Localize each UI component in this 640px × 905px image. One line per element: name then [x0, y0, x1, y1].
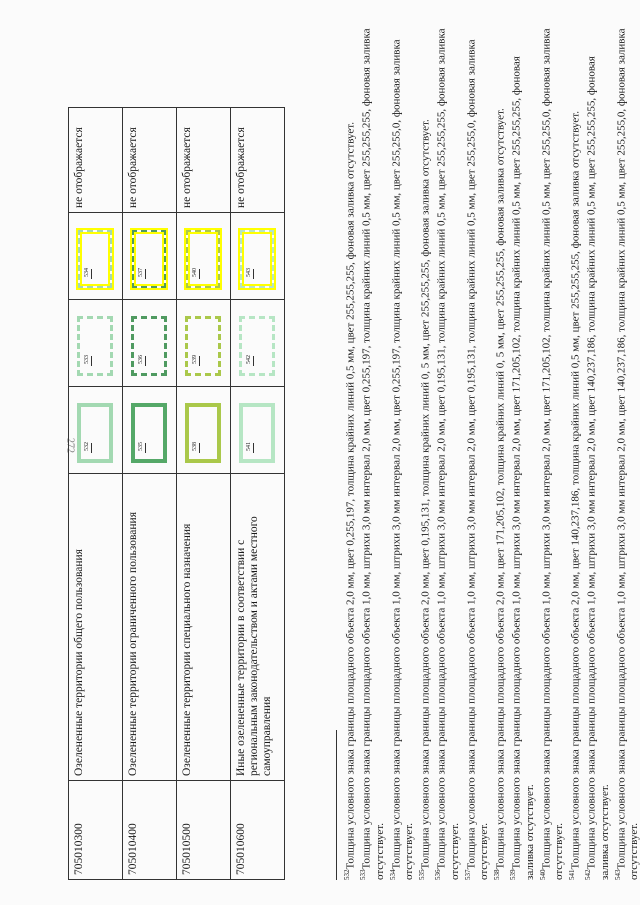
- footnote-text: Толщина условного знака границы площадного объекта 1,0 мм, штрихи 3,0 мм интервал 2,0 мм, цвет 171,205,102, толщина крайних линий 0,5 мм, цвет 255,255,255, фоновая заливка отсутствует.: [511, 56, 536, 880]
- footnote-text: Толщина условного знака границы площадного объекта 2,0 мм, цвет 0,255,197, толщина крайних линий 0,5 мм, цвет 255,255,255, фоновая заливка отсутствует.: [344, 121, 357, 870]
- footnote-ref: 532: [84, 442, 90, 451]
- symbol-dashed: [69, 300, 123, 387]
- symbol-combo: [123, 213, 177, 300]
- footnote-ref: 533: [84, 355, 90, 364]
- object-code: 705010400: [123, 781, 177, 880]
- footnote-number: 534: [388, 869, 397, 880]
- footnote: [491, 20, 507, 880]
- footnote-ref: 539: [192, 355, 198, 364]
- symbol-solid: [123, 387, 177, 474]
- footnotes: [336, 20, 640, 880]
- symbol-combo: [231, 213, 285, 300]
- combo-border-swatch: [77, 229, 113, 289]
- footnote: [566, 20, 582, 880]
- footnote-number: 540: [538, 869, 547, 880]
- combo-border-swatch: [185, 229, 221, 289]
- symbol-dashed: [231, 300, 285, 387]
- page-number: 272: [64, 438, 76, 453]
- dashed-border-swatch: [185, 316, 221, 376]
- footnote-text: Толщина условного знака границы площадного объекта 1,0 мм, штрихи 3,0 мм интервал 2,0 мм, цвет 140,237,186, толщина крайних линий 0,5 мм, цвет 255,255,0, фоновая заливка отсутствует.: [615, 28, 640, 880]
- footnote-text: Толщина условного знака границы площадного объекта 2,0 мм, цвет 0,195,131, толщина крайних линий 0, 5 мм, цвет 255,255,255, фоновая заливка отсутствует.: [419, 119, 432, 870]
- display-note: не отображается: [231, 108, 285, 213]
- dashed-border-swatch: [131, 316, 167, 376]
- footnote: [357, 20, 386, 880]
- combo-border-swatch: [131, 229, 167, 289]
- symbol-solid: [231, 387, 285, 474]
- footnote-ref: 536: [138, 355, 144, 364]
- symbol-combo: [69, 213, 123, 300]
- symbol-combo: [177, 213, 231, 300]
- combo-border-swatch: [239, 229, 275, 289]
- footnote: [537, 20, 566, 880]
- dashed-border-swatch: [77, 316, 113, 376]
- table-row: [69, 108, 123, 880]
- footnote-number: 539: [509, 869, 518, 880]
- footnote-text: Толщина условного знака границы площадного объекта 1,0 мм, штрихи 3,0 мм интервал 2,0 мм, цвет 0,255,197, толщина крайних линий 0,5 мм, цвет 255,255,0, фоновая заливка отсутствует.: [390, 39, 416, 880]
- table-row: [177, 108, 231, 880]
- footnote: [462, 20, 491, 880]
- solid-border-swatch: [239, 403, 275, 463]
- footnote-number: 541: [567, 869, 576, 880]
- symbol-dashed: [123, 300, 177, 387]
- footnote-text: Толщина условного знака границы площадного объекта 1,0 мм, штрихи 3,0 мм интервал 2,0 мм, цвет 0,195,131, толщина крайних линий 0,5 мм, цвет 255,255,255, фоновая заливка отсутствует.: [436, 28, 461, 880]
- footnote: [507, 20, 536, 880]
- footnote-ref: 535: [138, 442, 144, 451]
- object-code: 705010300: [69, 781, 123, 880]
- object-name: Озелененные территории специального назначения: [177, 474, 231, 781]
- solid-border-swatch: [77, 403, 113, 463]
- object-code: 705010500: [177, 781, 231, 880]
- rotated-page-content: [40, 20, 640, 880]
- footnote-ref: 537: [138, 268, 144, 277]
- footnote-number: 532: [343, 869, 351, 880]
- footnote-ref: 538: [192, 442, 198, 451]
- symbol-solid: [69, 387, 123, 474]
- object-code: 705010600: [231, 781, 285, 880]
- footnote: [582, 20, 611, 880]
- object-name: Озелененные территории ограниченного пользования: [123, 474, 177, 781]
- object-name: Озелененные территории общего пользования: [69, 474, 123, 781]
- symbol-solid: [177, 387, 231, 474]
- footnote-text: Толщина условного знака границы площадного объекта 2,0 мм, цвет 171,205,102, толщина крайних линий 0, 5 мм, цвет 255,255,255, фоновая заливка отсутствует.: [494, 108, 507, 870]
- footnote-text: Толщина условного знака границы площадного объекта 1,0 мм, штрихи 3,0 мм интервал 2,0 мм, цвет 171,205,102, толщина крайних линий 0,5 мм, цвет 255,255,0, фоновая заливка отсутствует.: [540, 28, 566, 880]
- footnote-text: Толщина условного знака границы площадного объекта 1,0 мм, штрихи 3,0 мм интервал 2,0 мм, цвет 140,237,186, толщина крайних линий 0,5 мм, цвет 255,255,255, фоновая заливка отсутствует.: [585, 56, 611, 880]
- solid-border-swatch: [185, 403, 221, 463]
- display-note: не отображается: [69, 108, 123, 213]
- object-name: Иные озелененные территории в соответствии с региональным законодательством и актами местного самоуправления: [231, 474, 285, 781]
- footnote-text: Толщина условного знака границы площадного объекта 1,0 мм, штрихи 3,0 мм интервал 2,0 мм, цвет 0,255,197, толщина крайних линий 0,5 мм, цвет 255,255,255, фоновая заливка отсутствует.: [361, 28, 386, 880]
- display-note: не отображается: [123, 108, 177, 213]
- solid-border-swatch: [131, 403, 167, 463]
- footnote-ref: 534: [84, 268, 90, 277]
- footnote-rule: [336, 730, 337, 880]
- display-note: не отображается: [177, 108, 231, 213]
- footnote-number: 543: [613, 869, 622, 880]
- footnote-ref: 540: [192, 268, 198, 277]
- symbol-dashed: [177, 300, 231, 387]
- footnote-ref: 542: [246, 355, 252, 364]
- legend-table: [68, 107, 285, 880]
- footnote: [341, 20, 357, 880]
- table-row: [123, 108, 177, 880]
- footnote: [387, 20, 416, 880]
- footnote-number: 536: [434, 869, 443, 880]
- table-row: [231, 108, 285, 880]
- footnote: [612, 20, 640, 880]
- footnote-text: Толщина условного знака границы площадного объекта 2,0 мм, цвет 140,237,186, толщина крайних линий 0,5 мм, цвет 255,255,255, фоновая заливка отсутствует.: [569, 110, 582, 870]
- footnote-ref: 541: [246, 442, 252, 451]
- footnote-number: 538: [492, 869, 501, 880]
- dashed-border-swatch: [239, 316, 275, 376]
- footnote-text: Толщина условного знака границы площадного объекта 1,0 мм, штрихи 3,0 мм интервал 2,0 мм, цвет 0,195,131, толщина крайних линий 0,5 мм, цвет 255,255,0, фоновая заливка отсутствует.: [465, 39, 491, 880]
- footnote: [416, 20, 432, 880]
- footnote-number: 533: [359, 869, 368, 880]
- footnote-number: 542: [584, 869, 593, 880]
- footnote-number: 537: [463, 869, 472, 880]
- footnote-ref: 543: [246, 268, 252, 277]
- footnote: [432, 20, 461, 880]
- footnote-number: 535: [417, 869, 426, 880]
